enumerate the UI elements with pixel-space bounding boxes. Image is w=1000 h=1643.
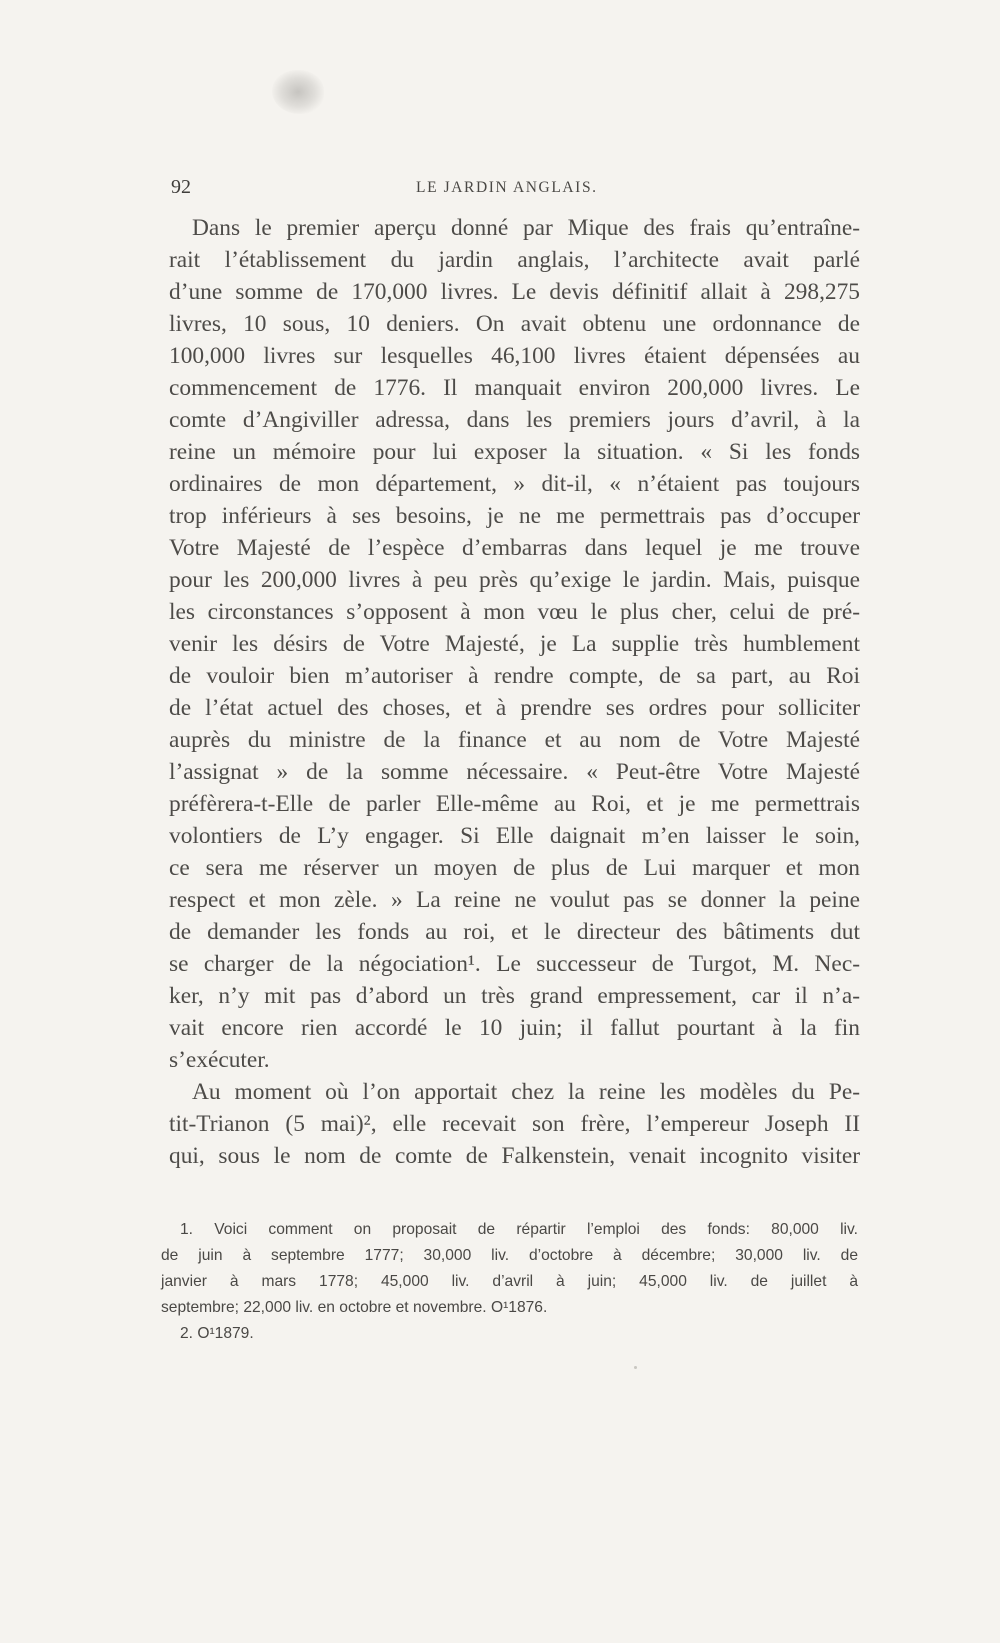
text-line: pour les 200,000 livres à peu près qu’exige le jardin. Mais, puisque xyxy=(169,567,860,593)
page-number: 92 xyxy=(171,176,191,198)
running-head-title: LE JARDIN ANGLAIS. xyxy=(416,179,598,196)
text-line: 100,000 livres sur lesquelles 46,100 livres étaient dépensées au xyxy=(169,343,860,369)
text-line: venir les désirs de Votre Majesté, je La supplie très humblement xyxy=(169,631,860,657)
text-line: s’exécuter. xyxy=(169,1047,270,1073)
text-line: de vouloir bien m’autoriser à rendre compte, de sa part, au Roi xyxy=(169,663,860,689)
text-line: Dans le premier aperçu donné par Mique des frais qu’entraîne- xyxy=(192,215,860,241)
text-line: ce sera me réserver un moyen de plus de Lui marquer et mon xyxy=(169,855,860,881)
text-line: de l’état actuel des choses, et à prendre ses ordres pour solliciter xyxy=(169,695,860,721)
text-line: Votre Majesté de l’espèce d’embarras dans lequel je me trouve xyxy=(169,535,860,561)
footnote-line: de juin à septembre 1777; 30,000 liv. d’octobre à décembre; 30,000 liv. de xyxy=(161,1247,858,1264)
text-line: vait encore rien accordé le 10 juin; il fallut pourtant à la fin xyxy=(169,1015,860,1041)
text-line: rait l’établissement du jardin anglais, l’architecte avait parlé xyxy=(169,247,860,273)
paragraph-2 xyxy=(169,1076,860,1172)
text-line: trop inférieurs à ses besoins, je ne me permettrais pas d’occuper xyxy=(169,503,860,529)
text-line: de demander les fonds au roi, et le directeur des bâtiments dut xyxy=(169,919,860,945)
text-line: livres, 10 sous, 10 deniers. On avait obtenu une ordonnance de xyxy=(169,311,860,337)
footnote-line: septembre; 22,000 liv. en octobre et novembre. O¹1876. xyxy=(161,1299,548,1316)
text-line: Au moment où l’on apportait chez la reine les modèles du Pe- xyxy=(192,1079,860,1105)
text-line: respect et mon zèle. » La reine ne voulut pas se donner la peine xyxy=(169,887,860,913)
text-line: d’une somme de 170,000 livres. Le devis définitif allait à 298,275 xyxy=(169,279,860,305)
text-line: commencement de 1776. Il manquait environ 200,000 livres. Le xyxy=(169,375,860,401)
text-line: reine un mémoire pour lui exposer la situation. « Si les fonds xyxy=(169,439,860,465)
paragraph-1 xyxy=(169,212,860,1076)
text-line: se charger de la négociation¹. Le successeur de Turgot, M. Nec- xyxy=(169,951,860,977)
footnotes xyxy=(161,1217,858,1347)
text-line: volontiers de L’y engager. Si Elle daignait m’en laisser le soin, xyxy=(169,823,860,849)
footnote-line: 1. Voici comment on proposait de répartir l’emploi des fonds: 80,000 liv. xyxy=(180,1221,858,1238)
running-head xyxy=(171,176,859,202)
footnote-2 xyxy=(161,1321,858,1347)
paper-speck xyxy=(634,1366,637,1369)
text-line: auprès du ministre de la finance et au nom de Votre Majesté xyxy=(169,727,860,753)
text-line: préfèrera-t-Elle de parler Elle-même au Roi, et je me permettrais xyxy=(169,791,860,817)
text-line: les circonstances s’opposent à mon vœu le plus cher, celui de pré- xyxy=(169,599,860,625)
text-line: ordinaires de mon département, » dit-il, « n’étaient pas toujours xyxy=(169,471,860,497)
text-line: comte d’Angiviller adressa, dans les premiers jours d’avril, à la xyxy=(169,407,860,433)
footnote-line: 2. O¹1879. xyxy=(180,1325,254,1342)
text-line: qui, sous le nom de comte de Falkenstein, venait incognito visiter xyxy=(169,1143,860,1169)
ink-smudge xyxy=(272,70,324,114)
footnote-line: janvier à mars 1778; 45,000 liv. d’avril à juin; 45,000 liv. de juillet à xyxy=(161,1273,858,1290)
body-text xyxy=(169,212,860,1172)
text-line: l’assignat » de la somme nécessaire. « Peut-être Votre Majesté xyxy=(169,759,860,785)
text-line: tit-Trianon (5 mai)², elle recevait son frère, l’empereur Joseph II xyxy=(169,1111,860,1137)
footnote-1 xyxy=(161,1217,858,1321)
text-line: ker, n’y mit pas d’abord un très grand empressement, car il n’a- xyxy=(169,983,860,1009)
